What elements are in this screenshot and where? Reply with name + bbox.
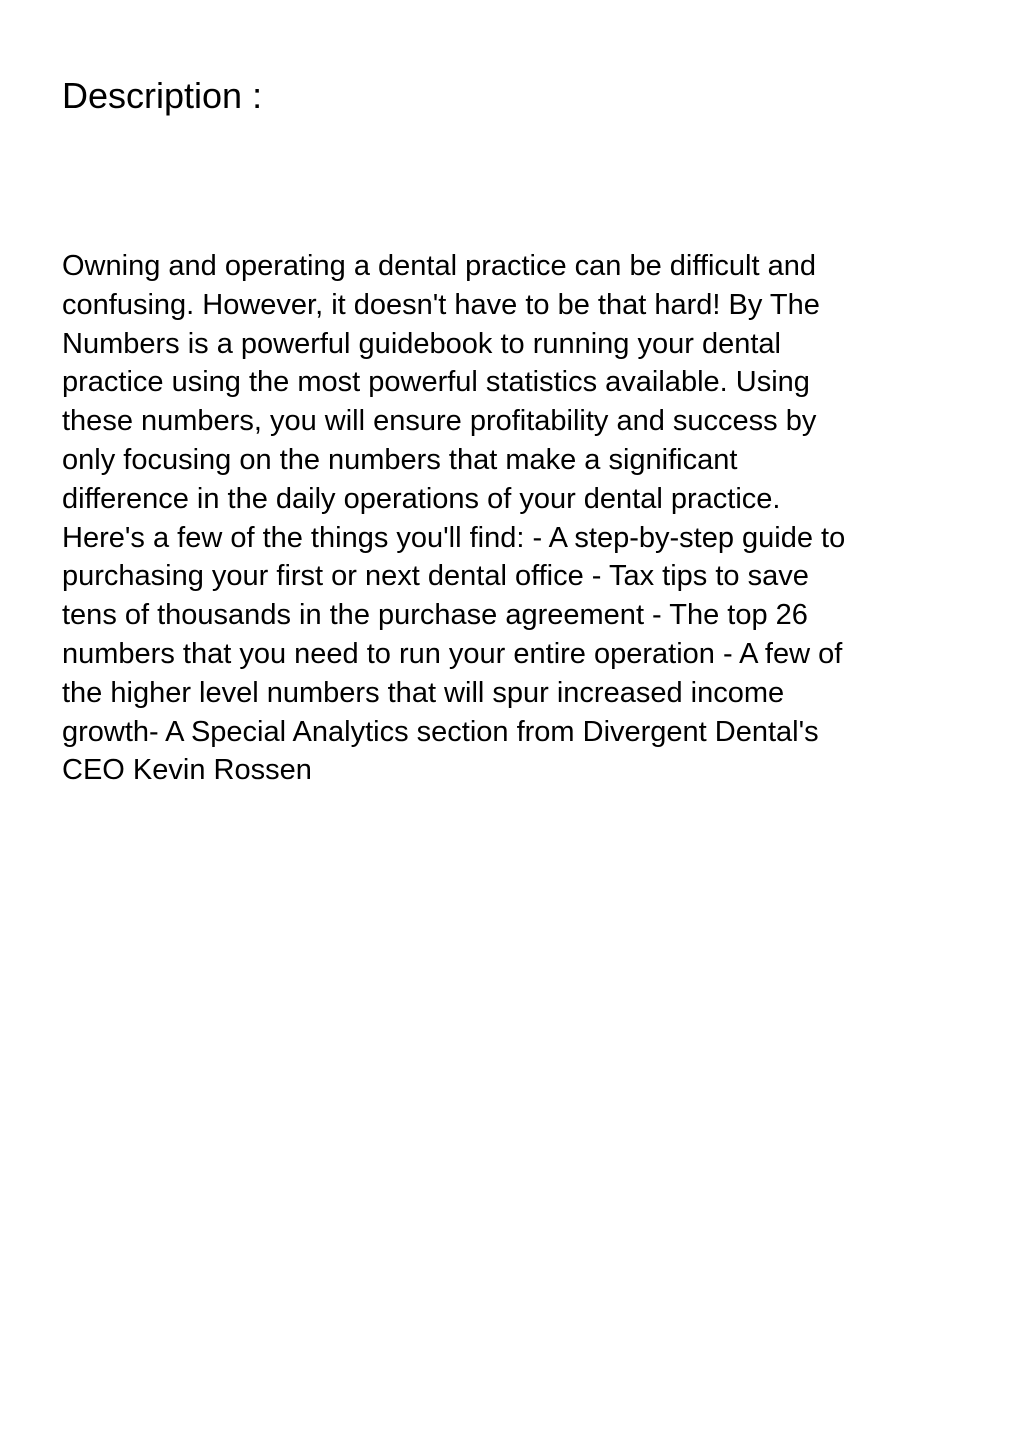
description-line: the higher level numbers that will spur increased income <box>62 676 785 709</box>
description-line: difference in the daily operations of your dental practice. <box>62 482 781 515</box>
description-line: CEO Kevin Rossen <box>62 754 312 787</box>
description-line: Owning and operating a dental practice can be difficult and <box>62 250 816 282</box>
description-line: tens of thousands in the purchase agreement - The top 26 <box>62 599 808 632</box>
description-line: Numbers is a powerful guidebook to running your dental <box>62 327 781 360</box>
description-heading: Description : <box>62 75 263 116</box>
description-body <box>62 247 962 790</box>
description-line: Here's a few of the things you'll find: - A step-by-step guide to <box>62 521 846 554</box>
description-line: practice using the most powerful statistics available. Using <box>62 366 810 399</box>
description-line: these numbers, you will ensure profitability and success by <box>62 405 817 438</box>
description-line: numbers that you need to run your entire operation - A few of <box>62 637 843 670</box>
description-line: growth- A Special Analytics section from Divergent Dental's <box>62 715 819 748</box>
description-line: purchasing your first or next dental office - Tax tips to save <box>62 560 809 593</box>
description-line: only focusing on the numbers that make a significant <box>62 443 738 476</box>
description-line: confusing. However, it doesn't have to be that hard! By The <box>62 288 820 321</box>
